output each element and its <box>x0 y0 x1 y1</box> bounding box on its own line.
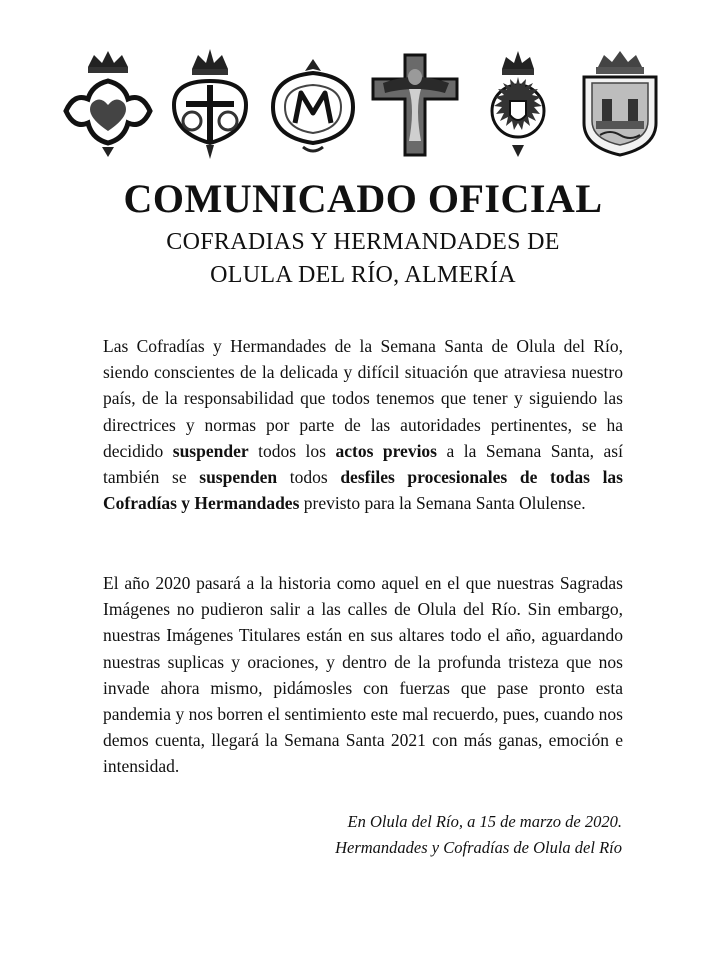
crest-crucifix-icon <box>365 49 465 161</box>
p1-text-5: previsto para la Semana Santa Olulense. <box>299 493 586 514</box>
p1-text-4: todos <box>277 467 341 488</box>
subtitle-line-2: OLULA DEL RÍO, ALMERÍA <box>210 262 516 288</box>
crest-crown-cross-icon <box>160 49 260 161</box>
crest-crown-heart-icon <box>58 49 158 161</box>
paragraph-2: El año 2020 pasará a la historia como aquel en el que nuestras Sagradas Imágenes no pudieron salir a las calles de Olula del Río. Sin embargo, nuestras Imágenes Titulares están en sus altares todo el año, aguardando nuestras suplicas y oraciones, y dentro de la profunda tristeza que nos invade ahora mismo, pidámosles con fuerzas que pase pronto esta pandemia y nos borren el sentimiento este mal recuerdo, pues, cuando nos demos cuenta, llegará la Semana Santa 2021 con más ganas, emoción e intensidad. <box>103 573 623 777</box>
crest-municipal-shield-icon <box>570 49 670 161</box>
p1-text-1: Las Cofradías y Hermandades de la Semana Santa de Olula del Río, siendo conscientes de la delicada y difícil situación que atraviesa nuestro país, de la responsabilidad que todos tenemos que tener y siguiendo las directrices y normas por parte de las autoridades pertinentes, se ha decidido <box>103 336 623 461</box>
paragraph-1 <box>103 333 623 516</box>
p1-text-3: a la Semana Santa, así también se <box>103 440 623 488</box>
page-title: COMUNICADO OFICIAL <box>123 176 603 221</box>
p1-text-2: todos los <box>248 440 336 461</box>
p1-bold-3: suspenden <box>199 467 278 488</box>
crest-marian-monogram-icon <box>263 49 363 161</box>
signature-place-date: En Olula del Río, a 15 de marzo de 2020. <box>347 812 622 831</box>
signature-signatory: Hermandades y Cofradías de Olula del Río <box>335 838 622 857</box>
p1-bold-2: actos previos <box>335 440 437 461</box>
crest-crown-sun-icon <box>468 49 568 161</box>
p1-bold-4: desfiles procesionales de todas las Cofradías y Hermandades <box>103 467 623 514</box>
p1-bold-1: suspender <box>172 440 249 461</box>
subtitle-line-1: COFRADIAS Y HERMANDADES DE <box>166 229 560 255</box>
emblems-row <box>58 46 670 164</box>
